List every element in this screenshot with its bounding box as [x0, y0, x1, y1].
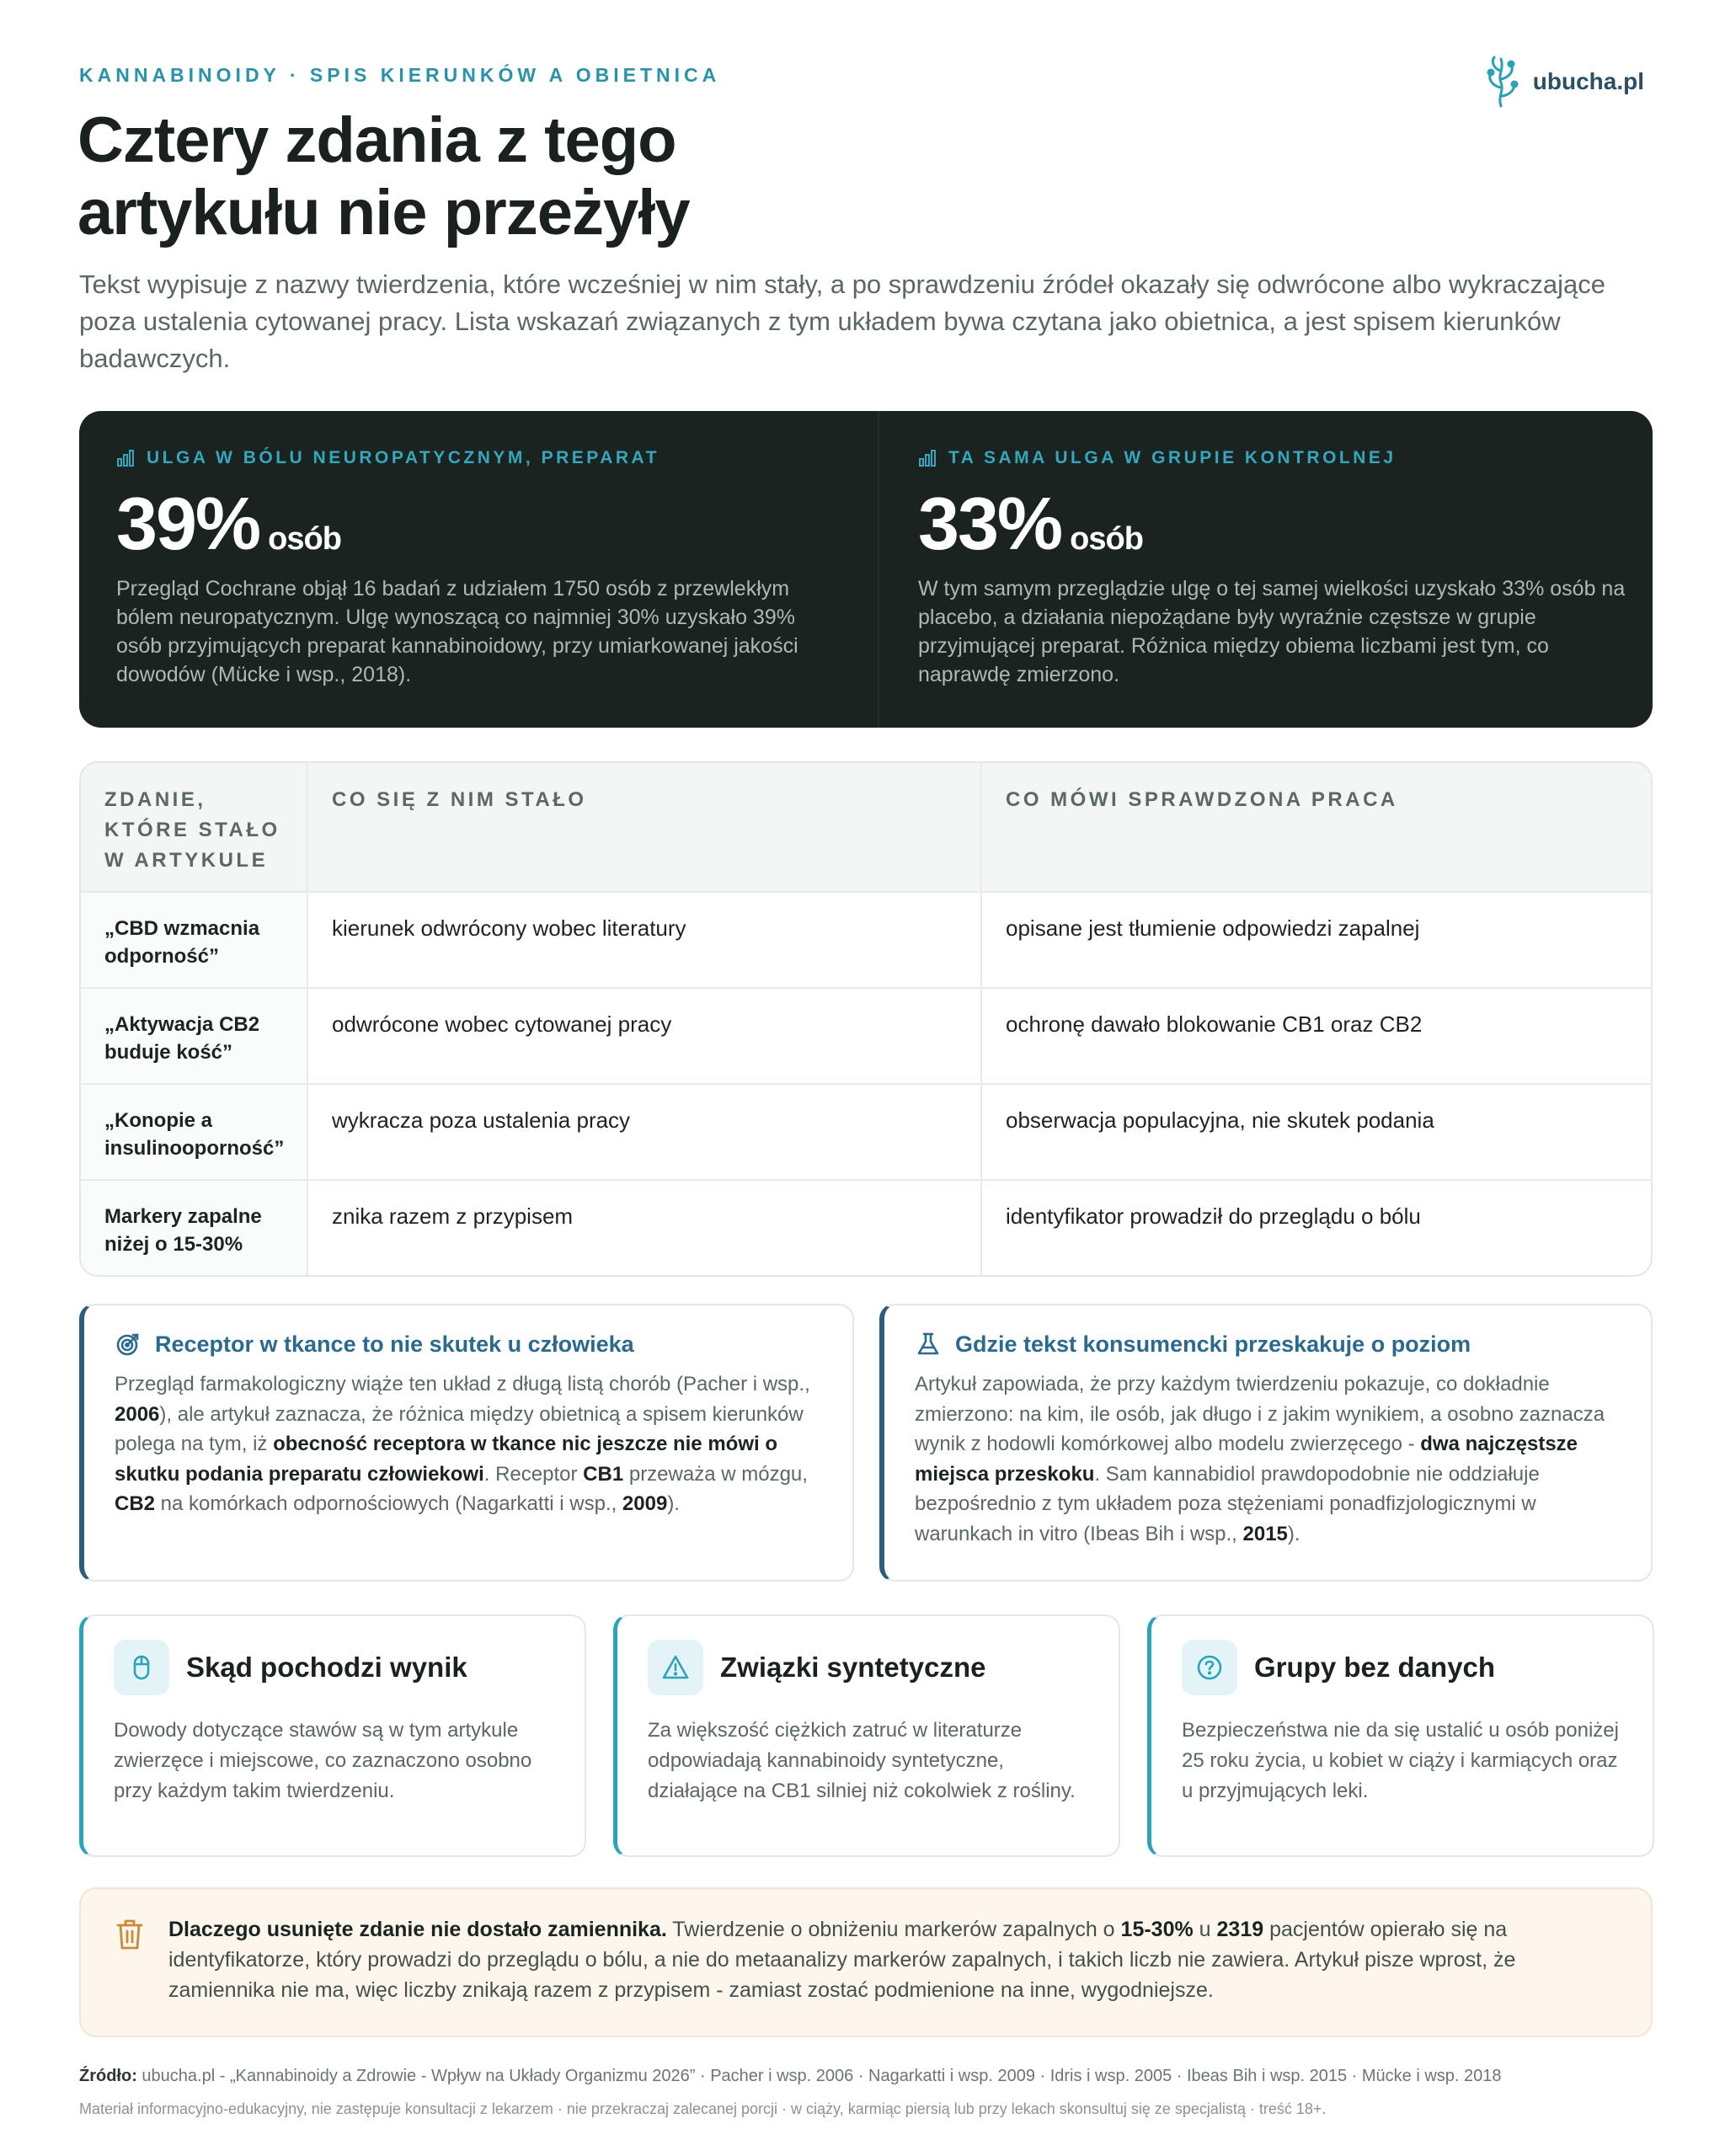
column-header-claim: ZDANIE, KTÓRE STAŁO W ARTYKULE: [81, 763, 308, 891]
stat-value: [116, 482, 841, 565]
table-cell-source: ochronę dawało blokowanie CB1 oraz CB2: [1006, 1011, 1423, 1037]
table-cell-outcome: odwrócone wobec cytowanej pracy: [308, 989, 982, 1083]
card-title: Związki syntetyczne: [720, 1652, 986, 1683]
stat-label: [116, 448, 841, 468]
note-banner: [79, 1887, 1653, 2037]
card-body: Dowody dotyczące stawów są w tym artykule zwierzęce i miejscowe, co zaznaczono osobno przy każdym takim twierdzeniu.: [114, 1719, 532, 1802]
note-text: Dlaczego usunięte zdanie nie dostało zamiennika. Twierdzenie o obniżeniu markerów zapalnych o 15-30% u 2319 pacjentów opierało się na identyfikatorze, który prowadzi do przeglądu o bólu, a nie do metaanalizy markerów zapalnych, i takich liczb nie zawiera. Artykuł pisze wprost, że zamiennika nie ma, więc liczby znikają razem z przypisem - zamiast zostać podmienione na inne, wygodniejsze.: [168, 1918, 1516, 2002]
flask-icon: [915, 1331, 942, 1358]
stat-unit: osób: [268, 521, 341, 557]
stat-description: Przegląd Cochrane objął 16 badań z udziałem 1750 osób z przewlekłym bólem neuropatycznym. Ulgę wynoszącą co najmniej 30% uzyskało 39% osób przyjmujących preparat kannabinoidowy, przy umiarkowanej jakości dowodów (Mücke i wsp., 2018).: [116, 577, 798, 686]
eyebrow-label: KANNABINOIDY · SPIS KIERUNKÓW A OBIETNICA: [79, 64, 721, 86]
card-title: Skąd pochodzi wynik: [186, 1652, 467, 1683]
table-row: [81, 1083, 1651, 1179]
table-cell-source: opisane jest tłumienie odpowiedzi zapalnej: [1006, 915, 1420, 941]
card-synthetic: [613, 1614, 1120, 1857]
mouse-icon: [114, 1640, 169, 1695]
table-cell-claim: „Konopie a insulinooporność”: [81, 1085, 308, 1179]
table-cell-claim: „Aktywacja CB2 buduje kość”: [81, 989, 308, 1083]
table-row: [81, 1179, 1651, 1275]
card-body: Bezpieczeństwa nie da się ustalić u osób poniżej 25 roku życia, u kobiet w ciąży i karmiących oraz u przyjmujących leki.: [1182, 1719, 1619, 1802]
stat-preparation: [79, 411, 878, 728]
stat-unit: osób: [1070, 521, 1143, 557]
table-cell-outcome: kierunek odwrócony wobec literatury: [308, 893, 982, 987]
source-label: Źródło:: [79, 2067, 137, 2085]
callout-body: Przegląd farmakologiczny wiąże ten układ z długą listą chorób (Pacher i wsp., 2006), ale artykuł zaznacza, że różnica między obietnicą a spisem kierunków polega na tym, iż obecność receptora w tkance nic jeszcze nie mówi o skutku podania preparatu człowiekowi. Receptor CB1 przeważa w mózgu, CB2 na komórkach odpornościowych (Nagarkatti i wsp., 2009).: [115, 1373, 810, 1515]
stat-description: W tym samym przeglądzie ulgę o tej samej wielkości uzyskało 33% osób na placebo, a działania niepożądane były wyraźnie częstsze w grupie przyjmującej preparat. Różnica między obiema liczbami jest tym, co naprawdę zmierzono.: [918, 577, 1626, 686]
stat-label-text: TA SAMA ULGA W GRUPIE KONTROLNEJ: [948, 448, 1397, 467]
column-header-outcome: CO SIĘ Z NIM STAŁO: [308, 763, 982, 891]
claims-table: [79, 761, 1653, 1277]
table-row: [81, 987, 1651, 1083]
card-head: [1182, 1640, 1624, 1695]
callout-title: [915, 1331, 1621, 1358]
stat-number: 33%: [918, 482, 1062, 565]
table-row: [81, 891, 1651, 987]
callout-title-text: Gdzie tekst konsumencki przeskakuje o poziom: [955, 1331, 1471, 1357]
callout-receptor: [79, 1304, 854, 1582]
logo-text: ubucha.pl: [1532, 68, 1644, 94]
column-header-source: CO MÓWI SPRAWDZONA PRACA: [1006, 788, 1398, 811]
card-head: [648, 1640, 1090, 1695]
stats-panel: [79, 411, 1653, 728]
card-result-source: [79, 1614, 586, 1857]
card-body: Za większość ciężkich zatruć w literaturze odpowiadają kannabinoidy syntetyczne, działające na CB1 silniej niż cokolwiek z rośliny.: [648, 1719, 1076, 1802]
stat-label: [918, 448, 1642, 468]
bar-chart-icon: [918, 449, 937, 467]
callout-title-text: Receptor w tkance to nie skutek u człowieka: [155, 1331, 634, 1357]
stat-value: [918, 482, 1642, 565]
card-head: [114, 1640, 556, 1695]
brand-logo[interactable]: [1479, 54, 1644, 109]
table-cell-outcome: wykracza poza ustalenia pracy: [308, 1085, 982, 1179]
trash-icon: [115, 1918, 145, 1951]
table-cell-claim: Markery zapalne niżej o 15-30%: [81, 1181, 308, 1275]
callout-body: Artykuł zapowiada, że przy każdym twierdzeniu pokazuje, co dokładnie zmierzono: na kim, ile osób, jak długo i z jakim wynikiem, a osobno zaznacza wynik z hodowli komórkowej albo modelu zwierzęcego - dwa najczęstsze miejsca przeskoku. Sam kannabidiol prawdopodobnie nie oddziałuje bezpośrednio z tym układem poza stężeniami ponadfizjologicznymi w warunkach in vitro (Ibeas Bih i wsp., 2015).: [915, 1373, 1605, 1545]
stat-label-text: ULGA W BÓLU NEUROPATYCZNYM, PREPARAT: [147, 448, 660, 467]
disclaimer: Materiał informacyjno-edukacyjny, nie zastępuje konsultacji z lekarzem · nie przekraczaj zalecanej porcji · w ciąży, karmiąc piersią lub przy lekach skonsultuj się ze specjalistą · treść 18+.: [79, 2100, 1327, 2117]
card-title: Grupy bez danych: [1254, 1652, 1496, 1683]
page-title: [77, 104, 920, 249]
target-icon: [115, 1331, 142, 1358]
logo-icon: [1479, 54, 1523, 109]
title-line-1: Cztery zdania z tego: [77, 104, 676, 176]
source-line: [79, 2067, 1502, 2086]
table-header-row: [81, 763, 1651, 891]
bar-chart-icon: [116, 449, 135, 467]
callout-title: [115, 1331, 822, 1358]
table-cell-source: identyfikator prowadził do przeglądu o bólu: [1006, 1203, 1421, 1229]
card-no-data: [1147, 1614, 1654, 1857]
title-line-2: artykułu nie przeżyły: [77, 177, 690, 248]
stat-number: 39%: [116, 482, 260, 565]
stat-control-group: [878, 411, 1680, 728]
question-icon: [1182, 1640, 1237, 1695]
table-cell-source: obserwacja populacyjna, nie skutek podania: [1006, 1107, 1434, 1133]
warning-icon: [648, 1640, 703, 1695]
table-cell-claim: „CBD wzmacnia odporność”: [81, 893, 308, 987]
source-text: ubucha.pl - „Kannabinoidy a Zdrowie - Wpływ na Układy Organizmu 2026” · Pacher i wsp. 2006 · Nagarkatti i wsp. 2009 · Idris i wsp. 2005 · Ibeas Bih i wsp. 2015 · Mücke i wsp. 2018: [136, 2067, 1502, 2085]
lede-paragraph: Tekst wypisuje z nazwy twierdzenia, które wcześniej w nim stały, a po sprawdzeniu źródeł okazały się odwrócone albo wykraczające poza ustalenia cytowanej pracy. Lista wskazań związanych z tym układem bywa czytana jako obietnica, a jest spisem kierunków badawczych.: [79, 270, 1606, 373]
callout-consumer-text: [879, 1304, 1653, 1582]
table-cell-outcome: znika razem z przypisem: [308, 1181, 982, 1275]
